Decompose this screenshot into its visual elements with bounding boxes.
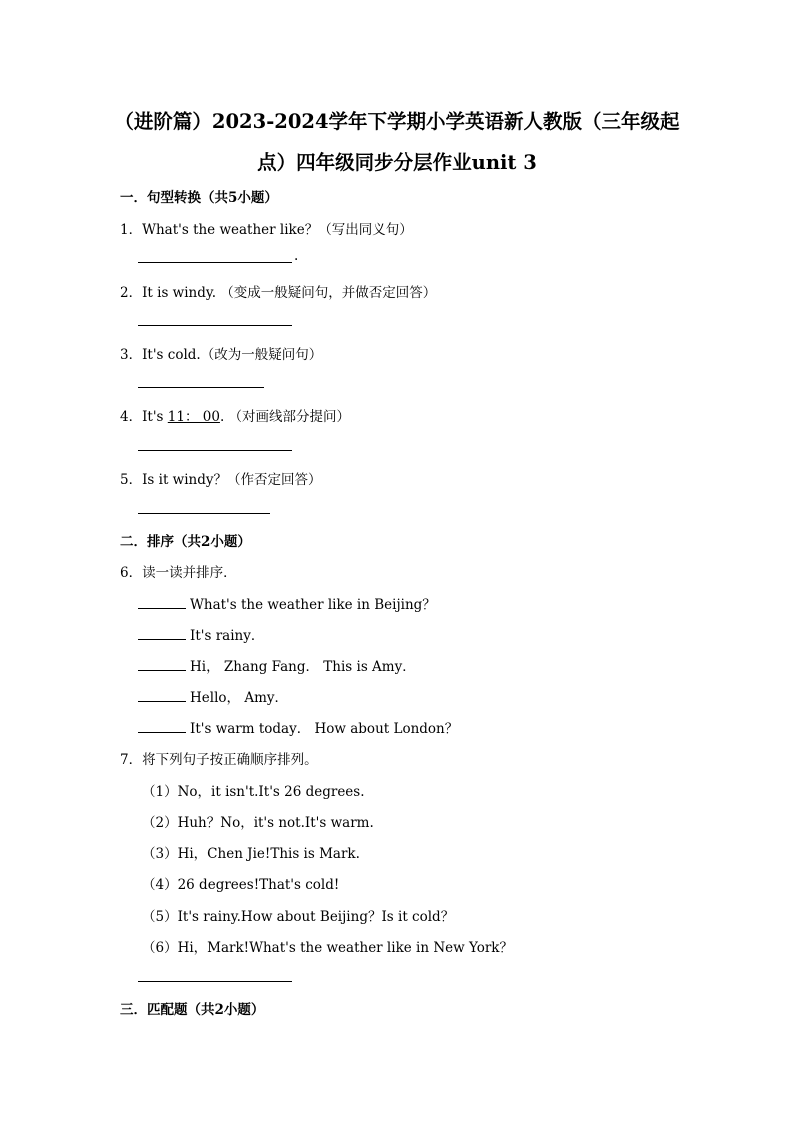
order-item-3 — [138, 655, 416, 675]
answer-blank-7[interactable] — [138, 981, 292, 982]
order-item-4 — [138, 686, 288, 706]
question-3: 3．It's cold.（改为一般疑问句） — [120, 347, 323, 363]
question-4-underlined-time: 11： 00 — [167, 409, 220, 425]
answer-blank-2[interactable] — [138, 325, 292, 326]
sentence-item-3: （3）Hi，Chen Jie!This is Mark. — [142, 846, 360, 862]
section-1-heading: 一．句型转换（共5小题） — [120, 190, 278, 206]
order-item-2-text: It's rainy． — [190, 628, 265, 644]
order-blank-2[interactable] — [138, 627, 186, 640]
question-7-stem: 7．将下列句子按正确顺序排列。 — [120, 752, 318, 768]
answer-blank-5[interactable] — [138, 513, 270, 514]
title-line-2: 点）四年级同步分层作业unit 3 — [257, 151, 537, 174]
title-line-1: （进阶篇）2023-2024学年下学期小学英语新人教版（三年级起 — [114, 110, 680, 133]
question-4-prefix: 4．It's — [120, 409, 168, 425]
order-blank-3[interactable] — [138, 658, 186, 671]
order-item-3-text: Hi， Zhang Fang． This is Amy． — [190, 659, 416, 675]
answer-blank-4[interactable] — [138, 450, 292, 451]
order-item-4-text: Hello， Amy． — [190, 690, 288, 706]
question-2: 2．It is windy. （变成一般疑问句，并做否定回答） — [120, 285, 437, 301]
order-item-1 — [138, 593, 436, 613]
question-6-stem: 6．读一读并排序． — [120, 565, 237, 581]
order-item-2 — [138, 624, 264, 644]
answer-1-period: . — [294, 248, 299, 264]
question-4-suffix: . （对画线部分提问） — [219, 409, 351, 425]
order-item-5-text: It's warm today． How about London？ — [190, 721, 459, 737]
sentence-item-2: （2）Huh？No，it's not.It's warm. — [142, 815, 374, 831]
order-blank-1[interactable] — [138, 596, 186, 609]
section-3-heading: 三．匹配题（共2小题） — [120, 1002, 265, 1018]
order-blank-5[interactable] — [138, 720, 186, 733]
order-blank-4[interactable] — [138, 689, 186, 702]
sentence-item-5: （5）It's rainy.How about Beijing？Is it cold？ — [142, 909, 455, 925]
order-item-1-text: What's the weather like in Beijing？ — [190, 597, 436, 613]
question-1: 1．What's the weather like？（写出同义句） — [120, 222, 413, 238]
answer-blank-3[interactable] — [138, 387, 264, 388]
sentence-item-6: （6）Hi，Mark!What's the weather like in New York？ — [142, 940, 513, 956]
question-4 — [120, 405, 350, 425]
sentence-item-4: （4）26 degrees!That's cold! — [142, 877, 340, 893]
answer-blank-1[interactable] — [138, 262, 292, 263]
sentence-item-1: （1）No，it isn't.It's 26 degrees. — [142, 784, 365, 800]
section-2-heading: 二．排序（共2小题） — [120, 534, 251, 550]
question-5: 5．Is it windy？（作否定回答） — [120, 472, 322, 488]
order-item-5 — [138, 717, 458, 737]
